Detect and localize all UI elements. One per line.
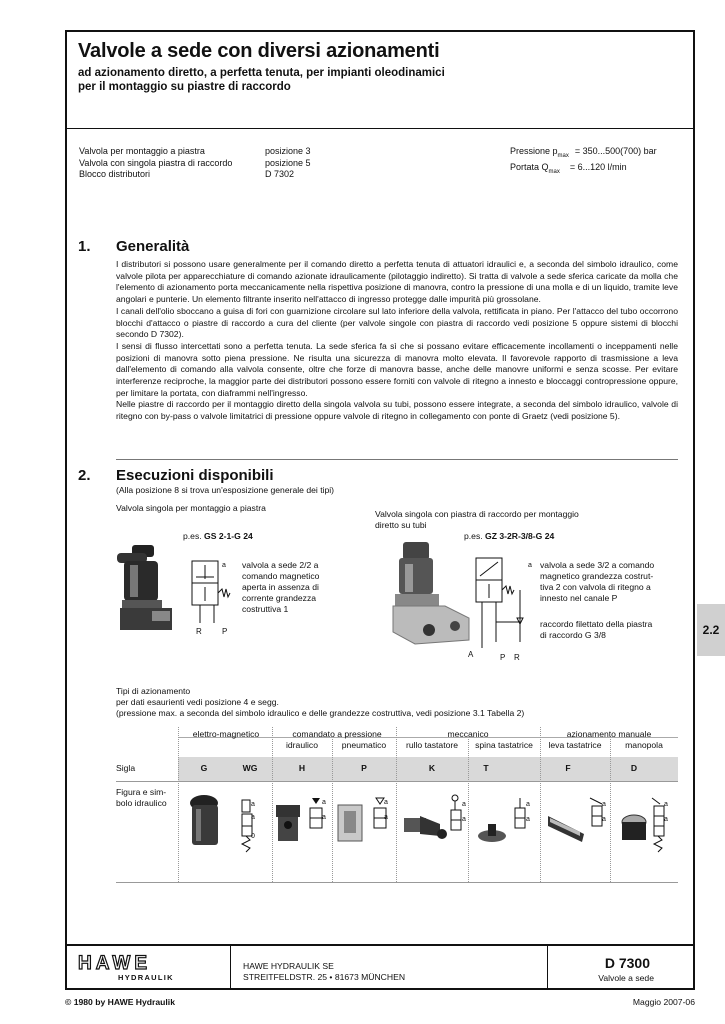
code-P: P bbox=[361, 763, 367, 773]
port-R: R bbox=[196, 627, 202, 636]
col-divider bbox=[396, 727, 397, 882]
group-header: elettro-magnetico bbox=[192, 729, 260, 739]
code-D: D bbox=[630, 763, 638, 773]
col-divider bbox=[332, 739, 333, 882]
code-WG: WG bbox=[242, 763, 258, 773]
sym-a: a bbox=[251, 801, 255, 808]
subtitle-line-1: ad azionamento diretto, a perfetta tenuta, per impianti oleodinamici bbox=[78, 67, 445, 79]
hydraulic-symbol-2-2 bbox=[180, 555, 240, 635]
footer-divider bbox=[230, 944, 231, 990]
right-example: p.es. GZ 3-2R-3/8-G 24 bbox=[464, 531, 555, 541]
port-P: P bbox=[222, 627, 228, 636]
symbol-t bbox=[512, 796, 536, 836]
group-header: meccanico bbox=[447, 729, 489, 739]
solenoid-g-figure bbox=[186, 793, 226, 853]
section-1-title: Generalità bbox=[116, 238, 190, 255]
symbol-label-a: a bbox=[528, 562, 532, 569]
logo-sub: HYDRAULIK bbox=[118, 973, 174, 982]
symbol-f bbox=[588, 794, 612, 834]
sym-a: a bbox=[322, 814, 326, 821]
section-2-title: Esecuzioni disponibili bbox=[116, 467, 274, 484]
summary-labels bbox=[79, 146, 232, 181]
logo-word: HAWE bbox=[78, 953, 151, 974]
footer-divider bbox=[547, 944, 548, 990]
paragraph: Nelle piastre di raccordo per il montaggio diretto della singola valvola su tubi, possono essere integrate, a seconda del simbolo idraulico, valvole di ritegno con by-pass o valvole limitatrici di pressione oppure valvole di ritegno in collegamento con ponte di Graetz (vedi posizione 5). bbox=[116, 399, 678, 422]
section-2-note: (Alla posizione 8 si trova un'esposizione generale dei tipi) bbox=[116, 485, 335, 495]
right-description: valvola a sede 3/2 a comando magnetico grandezza costrut- tiva 2 con valvola di ritegno a innesto nel canale P bbox=[540, 560, 655, 603]
sym-a: a bbox=[322, 799, 326, 806]
figure-label: Figura e sim- bolo idraulico bbox=[116, 787, 167, 808]
code-H: H bbox=[298, 763, 306, 773]
section-divider bbox=[116, 459, 678, 460]
port-P: P bbox=[500, 653, 506, 662]
left-example: p.es. GS 2-1-G 24 bbox=[183, 531, 253, 541]
section-2-number: 2. bbox=[78, 467, 91, 484]
subtitle-line-2: per il montaggio su piastre di raccordo bbox=[78, 81, 291, 93]
symbol-d bbox=[650, 794, 674, 856]
sym-a: a bbox=[462, 816, 466, 823]
summary-ref: D 7302 bbox=[265, 169, 295, 179]
summary-label: Valvola con singola piastra di raccordo bbox=[79, 157, 233, 168]
col-divider bbox=[272, 727, 273, 882]
group-header: azionamento manuale bbox=[566, 729, 652, 739]
pneumatic-p-figure bbox=[336, 803, 366, 845]
sym-0: 0 bbox=[251, 833, 255, 840]
sym-a: a bbox=[251, 814, 255, 821]
paragraph: I sensi di flusso intercettati sono a perfetta tenuta. La sede sferica fa sì che si possano evitare efficacemente incollamenti o inceppamenti nelle posizioni di manovra sotto piena pressione. Ne risulta una sicurezza di manovra molto elevata. Il favorevole rapporto di trasmissione a leva dall'elemento di comando alla valvola consente, oltre che forze di manovra basse, anche delle manovre uniformi e senza scosse. Per evitare interferenze reciproche, la maggior parte dei distributori possono essere forniti con valvole di ritegno a innesto e bloccaggi contropressione oppure, per limitare la portata, con diaframmi nell'ingresso. bbox=[116, 340, 678, 398]
doc-title: Valvole a sede bbox=[598, 973, 654, 983]
header-divider bbox=[65, 128, 695, 129]
sub-header: spina tastatrice bbox=[475, 740, 533, 750]
sym-a: a bbox=[526, 801, 530, 808]
paragraph: I canali dell'olio sboccano a guisa di fori con guarnizione circolare sul lato inferiore della valvola, rettificata in piano. Per l'attacco del tubo occorrono blocchi d'attacco o piastre di raccordo a cura del cliente (per valvole singole con piastra di raccordo vedi posizione 5 oppure sistemi di blocchi secondo D 7302). bbox=[116, 305, 678, 340]
summary-label: Blocco distributori bbox=[79, 169, 151, 179]
roller-k-figure bbox=[400, 808, 448, 842]
port-R: R bbox=[514, 653, 520, 662]
code-F: F bbox=[565, 763, 571, 773]
hawe-logo bbox=[78, 955, 178, 983]
symbol-h bbox=[306, 796, 330, 836]
left-description: valvola a sede 2/2 a comando magnetico aperta in assenza di corrente grandezza costruttiva 1 bbox=[242, 560, 320, 614]
hydraulic-symbol-3-2 bbox=[462, 550, 532, 650]
sigla-bottom-rule bbox=[116, 781, 678, 782]
col-divider bbox=[540, 727, 541, 882]
summary-refs bbox=[265, 146, 311, 181]
sym-a: a bbox=[602, 816, 606, 823]
sub-header: rullo tastatore bbox=[405, 740, 459, 750]
page-title: Valvole a sede con diversi azionamenti bbox=[78, 40, 440, 62]
section-1-body bbox=[116, 259, 678, 423]
sym-a: a bbox=[664, 801, 668, 808]
group-header: comandato a pressione bbox=[292, 729, 382, 739]
sub-header: manopola bbox=[625, 740, 663, 750]
summary-ref: posizione 5 bbox=[265, 157, 311, 168]
doc-code: D 7300 bbox=[604, 955, 650, 971]
knob-d-figure bbox=[618, 812, 650, 846]
summary-label: Valvola per montaggio a piastra bbox=[79, 146, 205, 156]
footer-rule bbox=[65, 944, 695, 946]
print-date: Maggio 2007-06 bbox=[632, 997, 695, 1007]
code-K: K bbox=[428, 763, 436, 773]
code-T: T bbox=[483, 763, 489, 773]
sym-a: a bbox=[602, 801, 606, 808]
col-divider bbox=[178, 727, 179, 882]
plunger-t-figure bbox=[476, 818, 510, 844]
hydraulic-h-figure bbox=[274, 803, 304, 845]
copyright: © 1980 by HAWE Hydraulik bbox=[65, 997, 175, 1007]
sub-header: idraulico bbox=[285, 740, 318, 750]
pressure-spec: Pressione $p_{max} = 350...500(700)$ bar bbox=[510, 146, 657, 159]
types-intro: Tipi di azionamento per dati esaurienti vedi posizione 4 e segg. (pressione max. a seconda del simbolo idraulico e delle grandezze costruttiva, vedi posizione 3.1 Tabella 2) bbox=[116, 686, 525, 718]
symbol-label-a: a bbox=[222, 562, 226, 569]
sym-a: a bbox=[526, 816, 530, 823]
code-G: G bbox=[200, 763, 208, 773]
left-heading: Valvola singola per montaggio a piastra bbox=[116, 503, 266, 513]
footer-company: HAWE HYDRAULIK SE STREITFELDSTR. 25 • 81673 MÜNCHEN bbox=[243, 961, 406, 982]
summary-ref: posizione 3 bbox=[265, 146, 311, 156]
table-bottom-rule bbox=[116, 882, 678, 883]
sigla-label: Sigla bbox=[116, 763, 136, 773]
page-subtitle bbox=[78, 66, 445, 94]
right-heading: Valvola singola con piastra di raccordo per montaggio diretto su tubi bbox=[375, 509, 579, 530]
symbol-p bbox=[370, 796, 394, 836]
symbol-k bbox=[448, 794, 472, 838]
flow-spec: Portata $Q_{max} = 6...120$ l/min bbox=[510, 162, 627, 176]
sym-a: a bbox=[384, 799, 388, 806]
sub-header: pneumatico bbox=[341, 740, 387, 750]
port-A: A bbox=[468, 650, 474, 659]
paragraph: I distributori si possono usare generalmente per il comando diretto a perfetta tenuta di attuatori idraulici e, a seconda del simbolo idraulico, come valvole pilota per apparecchiature di comando azionate idraulicamente (pilotaggio indiretto). Si tratta di valvole a sede sferica caricate da molla che l'elemento di azionamento porta meccanicamente nella rispettiva posizione di manovra, contro la pressione di una molla e di un liquido, tramite leve angolari e punterie. Un elemento filtrante inserito nell'attacco di ingresso protegge dalle impurità più grossolane. bbox=[116, 259, 678, 305]
section-side-tab: 2.2 bbox=[697, 604, 725, 656]
sym-a: a bbox=[384, 814, 388, 821]
right-description-2: raccordo filettato della piastra di raccordo G 3/8 bbox=[540, 619, 653, 640]
section-1-number: 1. bbox=[78, 238, 91, 255]
sub-header: leva tastatrice bbox=[548, 740, 602, 750]
sym-a: a bbox=[462, 801, 466, 808]
sym-a: a bbox=[664, 816, 668, 823]
summary-specs bbox=[510, 146, 657, 179]
lever-f-figure bbox=[546, 810, 590, 846]
